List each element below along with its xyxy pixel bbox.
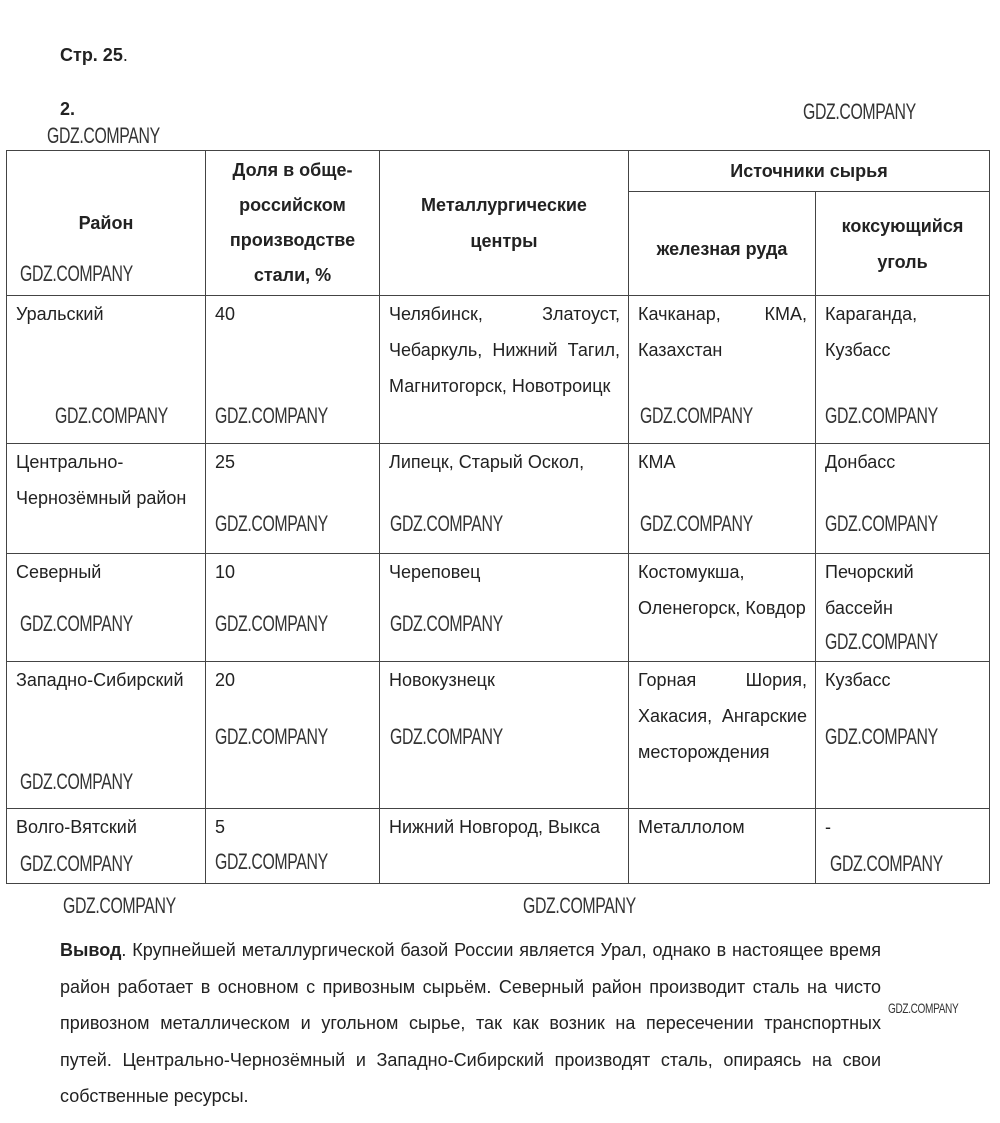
header-region: Район bbox=[6, 150, 206, 296]
cell-coal: Донбасс bbox=[815, 443, 990, 554]
task-number: 2. bbox=[60, 99, 76, 119]
cell-share: 5 bbox=[205, 808, 380, 884]
header-centers: Металлургические центры bbox=[379, 150, 629, 296]
watermark: GDZ.COMPANY bbox=[825, 724, 938, 749]
cell-iron-ore: Металлолом bbox=[628, 808, 816, 884]
cell-region: Западно-Сибирский bbox=[6, 661, 206, 809]
watermark: GDZ.COMPANY bbox=[523, 893, 636, 918]
cell-iron-ore: Горная Шория, Хакасия, Ангарские месторождения bbox=[628, 661, 816, 809]
cell-coal: - bbox=[815, 808, 990, 884]
watermark: GDZ.COMPANY bbox=[20, 851, 133, 876]
cell-region: Волго-Вятский bbox=[6, 808, 206, 884]
watermark: GDZ.COMPANY bbox=[215, 849, 328, 874]
conclusion-paragraph bbox=[60, 932, 881, 1115]
cell-share: 20 bbox=[205, 661, 380, 809]
cell-centers: Новокузнецк bbox=[379, 661, 629, 809]
watermark: GDZ.COMPANY bbox=[640, 511, 753, 536]
watermark: GDZ.COMPANY bbox=[390, 511, 503, 536]
cell-region: Северный bbox=[6, 553, 206, 662]
cell-centers: Липецк, Старый Оскол, bbox=[379, 443, 629, 554]
cell-centers: Череповец bbox=[379, 553, 629, 662]
cell-coal: Караганда, Кузбасс bbox=[815, 295, 990, 444]
header-sources: Источники сырья bbox=[628, 150, 990, 192]
page-reference bbox=[60, 45, 128, 66]
watermark: GDZ.COMPANY bbox=[803, 99, 916, 124]
watermark: GDZ.COMPANY bbox=[215, 403, 328, 428]
watermark: GDZ.COMPANY bbox=[825, 629, 938, 654]
page-ref-text: Стр. 25 bbox=[60, 45, 123, 65]
cell-iron-ore: КМА bbox=[628, 443, 816, 554]
watermark: GDZ.COMPANY bbox=[830, 851, 943, 876]
watermark: GDZ.COMPANY bbox=[640, 403, 753, 428]
watermark: GDZ.COMPANY bbox=[888, 1000, 959, 1016]
cell-share: 10 bbox=[205, 553, 380, 662]
cell-share: 40 bbox=[205, 295, 380, 444]
cell-region: Уральский bbox=[6, 295, 206, 444]
cell-region: Центрально-Чернозёмный район bbox=[6, 443, 206, 554]
watermark: GDZ.COMPANY bbox=[825, 403, 938, 428]
header-share: Доля в обще-российском производстве стали, % bbox=[205, 150, 380, 296]
cell-coal: Кузбасс bbox=[815, 661, 990, 809]
watermark: GDZ.COMPANY bbox=[215, 611, 328, 636]
watermark: GDZ.COMPANY bbox=[20, 769, 133, 794]
header-coal: коксующийся уголь bbox=[815, 191, 990, 296]
watermark: GDZ.COMPANY bbox=[20, 261, 133, 286]
header-iron-ore: железная руда bbox=[628, 191, 816, 296]
cell-share: 25 bbox=[205, 443, 380, 554]
conclusion-text: . Крупнейшей металлургической базой России является Урал, однако в настоящее время район работает в основном с привозным сырьём. Северный район производит сталь на чисто привозном металлическом и угольном сырье, так как возник на пересечении транспортных путей. Центрально-Чернозёмный и Западно-Сибирский производят сталь, опираясь на свои собственные ресурсы. bbox=[60, 940, 881, 1106]
cell-coal: Печорский бассейн bbox=[815, 553, 990, 662]
cell-iron-ore: Качканар, КМА, Казахстан bbox=[628, 295, 816, 444]
cell-iron-ore: Костомукша, Оленегорск, Ковдор bbox=[628, 553, 816, 662]
watermark: GDZ.COMPANY bbox=[215, 511, 328, 536]
watermark: GDZ.COMPANY bbox=[390, 611, 503, 636]
watermark: GDZ.COMPANY bbox=[390, 724, 503, 749]
watermark: GDZ.COMPANY bbox=[63, 893, 176, 918]
conclusion-label: Вывод bbox=[60, 940, 122, 960]
watermark: GDZ.COMPANY bbox=[215, 724, 328, 749]
watermark: GDZ.COMPANY bbox=[55, 403, 168, 428]
cell-centers: Челябинск, Златоуст, Чебаркуль, Нижний Тагил, Магнитогорск, Новотроицк bbox=[379, 295, 629, 444]
watermark: GDZ.COMPANY bbox=[825, 511, 938, 536]
watermark: GDZ.COMPANY bbox=[20, 611, 133, 636]
watermark: GDZ.COMPANY bbox=[47, 123, 160, 148]
cell-centers: Нижний Новгород, Выкса bbox=[379, 808, 629, 884]
page-ref-dot: . bbox=[122, 45, 128, 65]
